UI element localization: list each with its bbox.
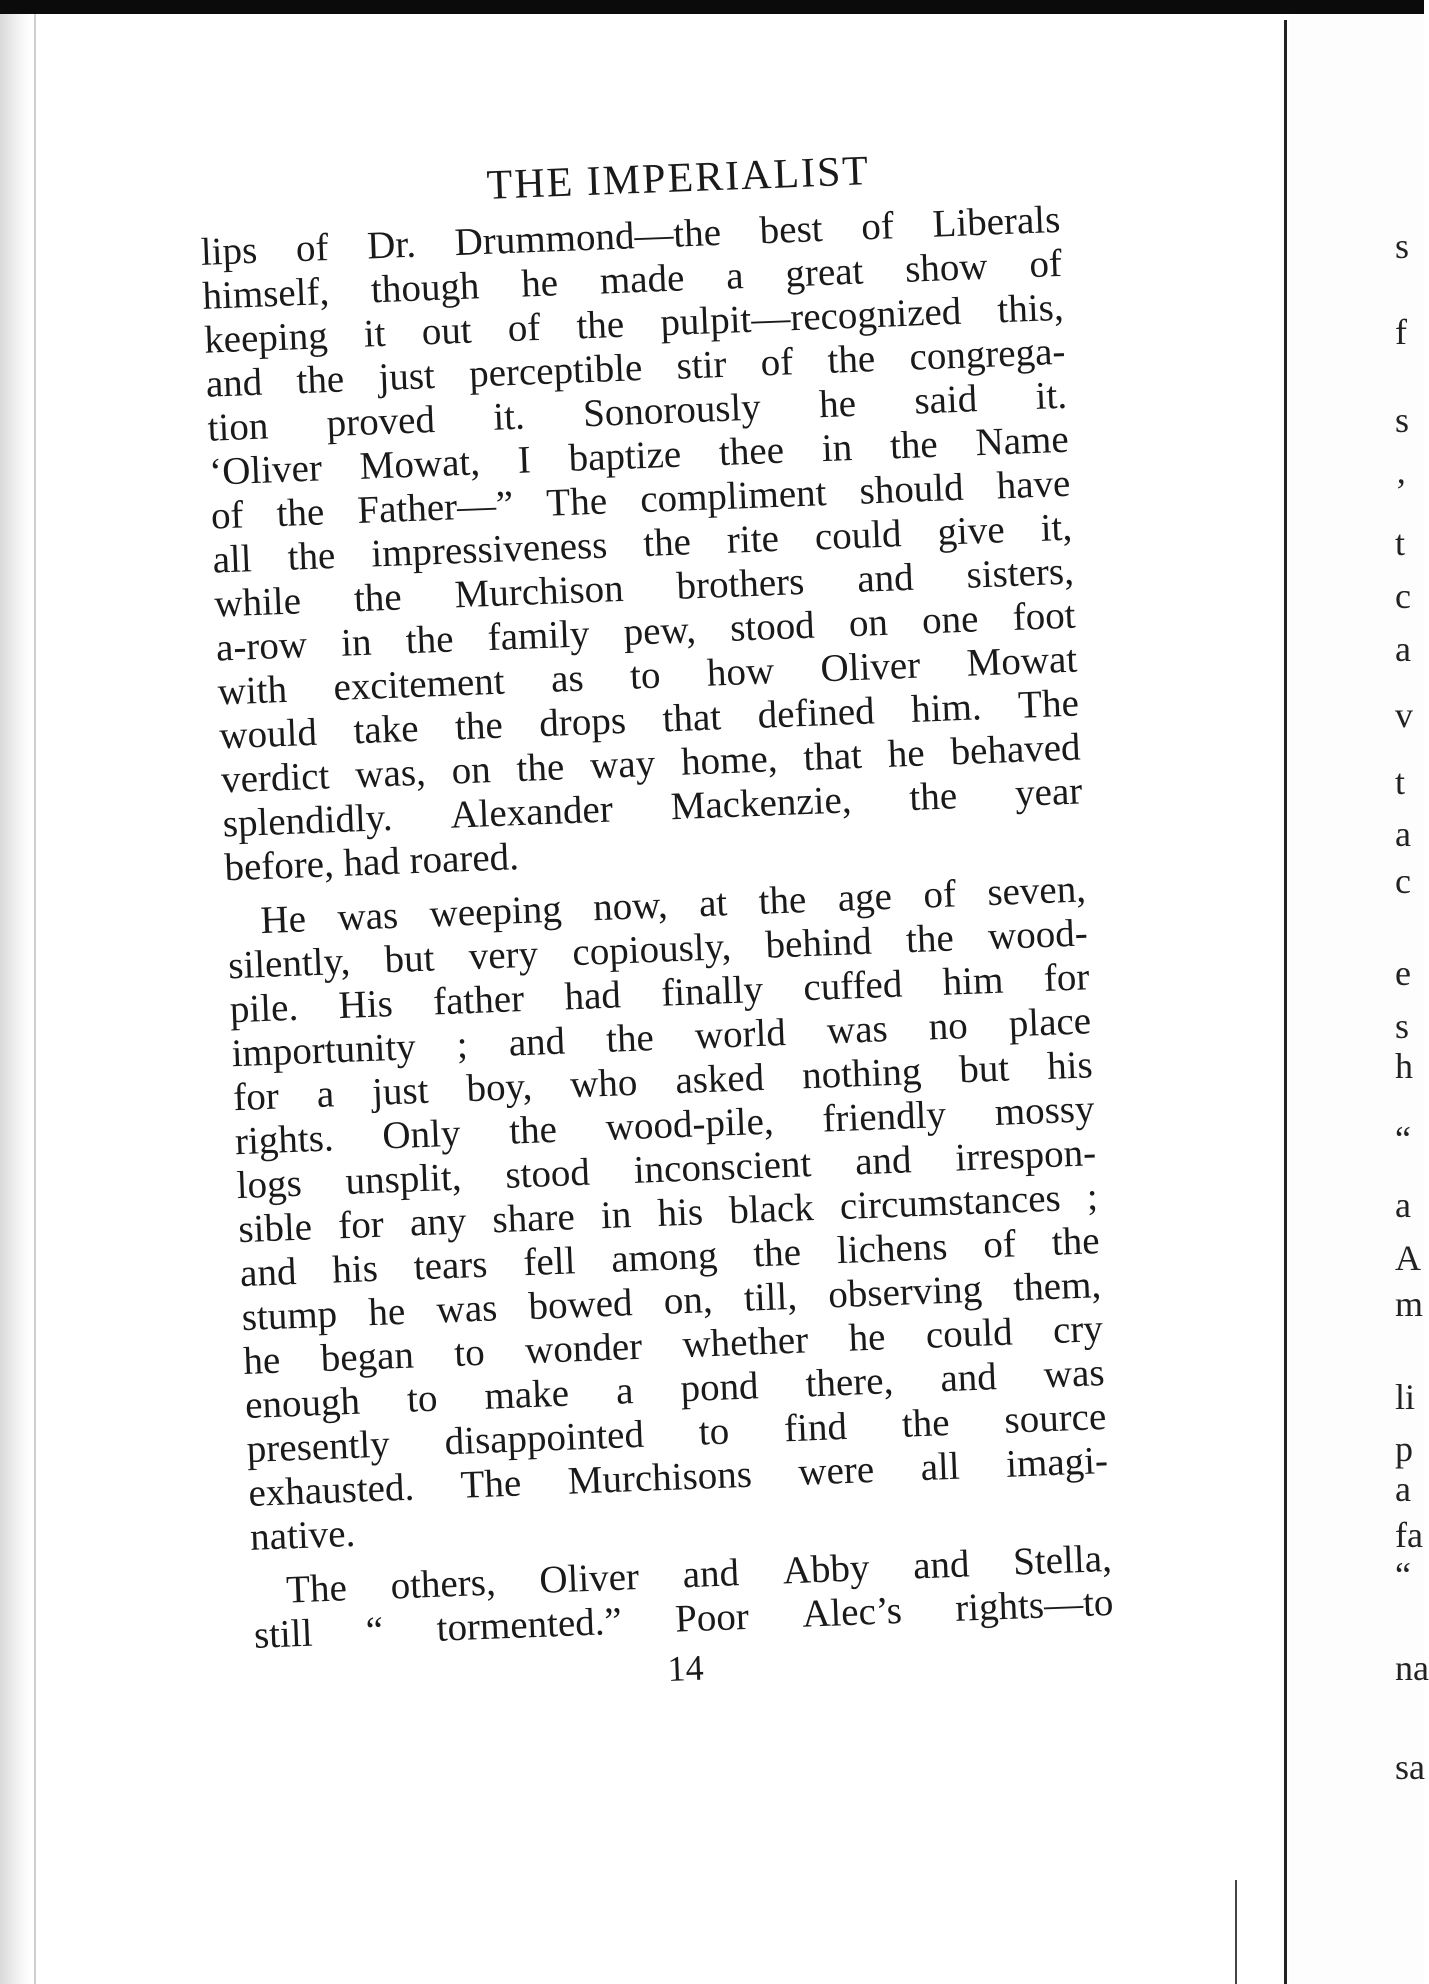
facing-page-fragment: “ (1395, 1555, 1411, 1596)
text-line: native. (249, 1511, 356, 1559)
text-line: exhausted. The Murchisons were all imagi- (247, 1438, 1109, 1515)
text-line: keeping it out of the pulpit—recognized this, (203, 285, 1065, 362)
facing-page-fragment: c (1395, 860, 1411, 901)
book-gutter (1284, 20, 1287, 1984)
facing-page-fragment: s (1395, 225, 1410, 266)
facing-page-fragment: “ (1395, 1118, 1411, 1159)
text-line: all the impressiveness the rite could give it, (211, 505, 1073, 582)
facing-page-fragment: e (1395, 953, 1411, 994)
text-line: splendidly. Alexander Mackenzie, the year (221, 769, 1083, 846)
facing-page-fragment: na (1395, 1647, 1429, 1688)
book-gutter-inner (1235, 1880, 1237, 1984)
text-line: logs unsplit, stood inconscient and irrespon- (235, 1131, 1097, 1208)
text-line: The others, Oliver and Abby and Stella, (285, 1536, 1113, 1612)
book-left-edge (0, 14, 30, 1984)
text-line: for a just boy, who asked nothing but his (232, 1043, 1094, 1120)
text-line: with excitement as to how Oliver Mowat (216, 637, 1078, 714)
facing-page-fragment: li (1395, 1376, 1416, 1417)
text-line: enough to make a pond there, and was (244, 1351, 1106, 1428)
facing-page-fragment: sa (1395, 1746, 1425, 1787)
facing-page-fragment: f (1395, 311, 1407, 352)
facing-page-fragment: ’ (1395, 470, 1407, 511)
facing-page-fragment: a (1395, 814, 1411, 855)
facing-page-fragment: v (1395, 695, 1413, 736)
facing-page-fragment: t (1395, 523, 1406, 564)
text-line: tion proved it. Sonorously he said it. (206, 373, 1068, 450)
facing-page-fragment: m (1395, 1283, 1424, 1324)
facing-page-fragment: a (1395, 1469, 1411, 1510)
text-line: would take the drops that defined him. The (218, 681, 1080, 758)
text-line: silently, but very copiously, behind the wood- (227, 911, 1089, 988)
facing-page-fragment: a (1395, 629, 1411, 670)
facing-page-fragment: a (1395, 1184, 1411, 1225)
facing-page-fragment: A (1395, 1237, 1421, 1278)
facing-page-fragment: c (1395, 576, 1411, 617)
text-line: himself, though he made a great show of (201, 241, 1063, 318)
text-line: and his tears fell among the lichens of the (239, 1219, 1101, 1296)
page-number: 14 (666, 1647, 705, 1689)
text-line: He was weeping now, at the age of seven, (259, 867, 1087, 943)
text-line: still “ tormented.” Poor Alec’s rights—to (253, 1580, 1115, 1657)
text-line: pile. His father had finally cuffed him for (229, 955, 1091, 1032)
text-line: while the Murchison brothers and sisters, (213, 549, 1075, 626)
text-line: of the Father—” The compliment should have (210, 461, 1072, 538)
facing-page-fragment: t (1395, 761, 1406, 802)
scan-top-border (0, 0, 1424, 14)
text-line: a-row in the family pew, stood on one foot (215, 593, 1077, 670)
book-page (198, 138, 1156, 1705)
running-head: THE IMPERIALIST (485, 148, 871, 209)
page-edge-line (34, 14, 36, 1984)
facing-page-fragment: s (1395, 400, 1410, 441)
facing-page-fragment: fa (1395, 1515, 1423, 1556)
text-line: sible for any share in his black circumstances ; (237, 1175, 1099, 1252)
text-line: and the just perceptible stir of the congrega- (205, 329, 1067, 406)
text-line: importunity ; and the world was no place (230, 999, 1092, 1076)
text-line: lips of Dr. Drummond—the best of Liberals (200, 197, 1061, 274)
text-line: stump he was bowed on, till, observing them, (240, 1263, 1102, 1340)
text-line: before, had roared. (223, 835, 520, 890)
text-line: rights. Only the wood-pile, friendly mossy (234, 1087, 1096, 1164)
facing-page-fragment: h (1395, 1045, 1413, 1086)
text-line: ‘Oliver Mowat, I baptize thee in the Name (208, 417, 1070, 494)
text-line: verdict was, on the way home, that he behaved (220, 725, 1082, 802)
facing-page-fragment: p (1395, 1429, 1413, 1470)
text-line: presently disappointed to find the source (245, 1394, 1107, 1471)
facing-page-fragment: s (1395, 1006, 1410, 1047)
body-text (200, 196, 1154, 1657)
text-line: he began to wonder whether he could cry (242, 1307, 1104, 1384)
